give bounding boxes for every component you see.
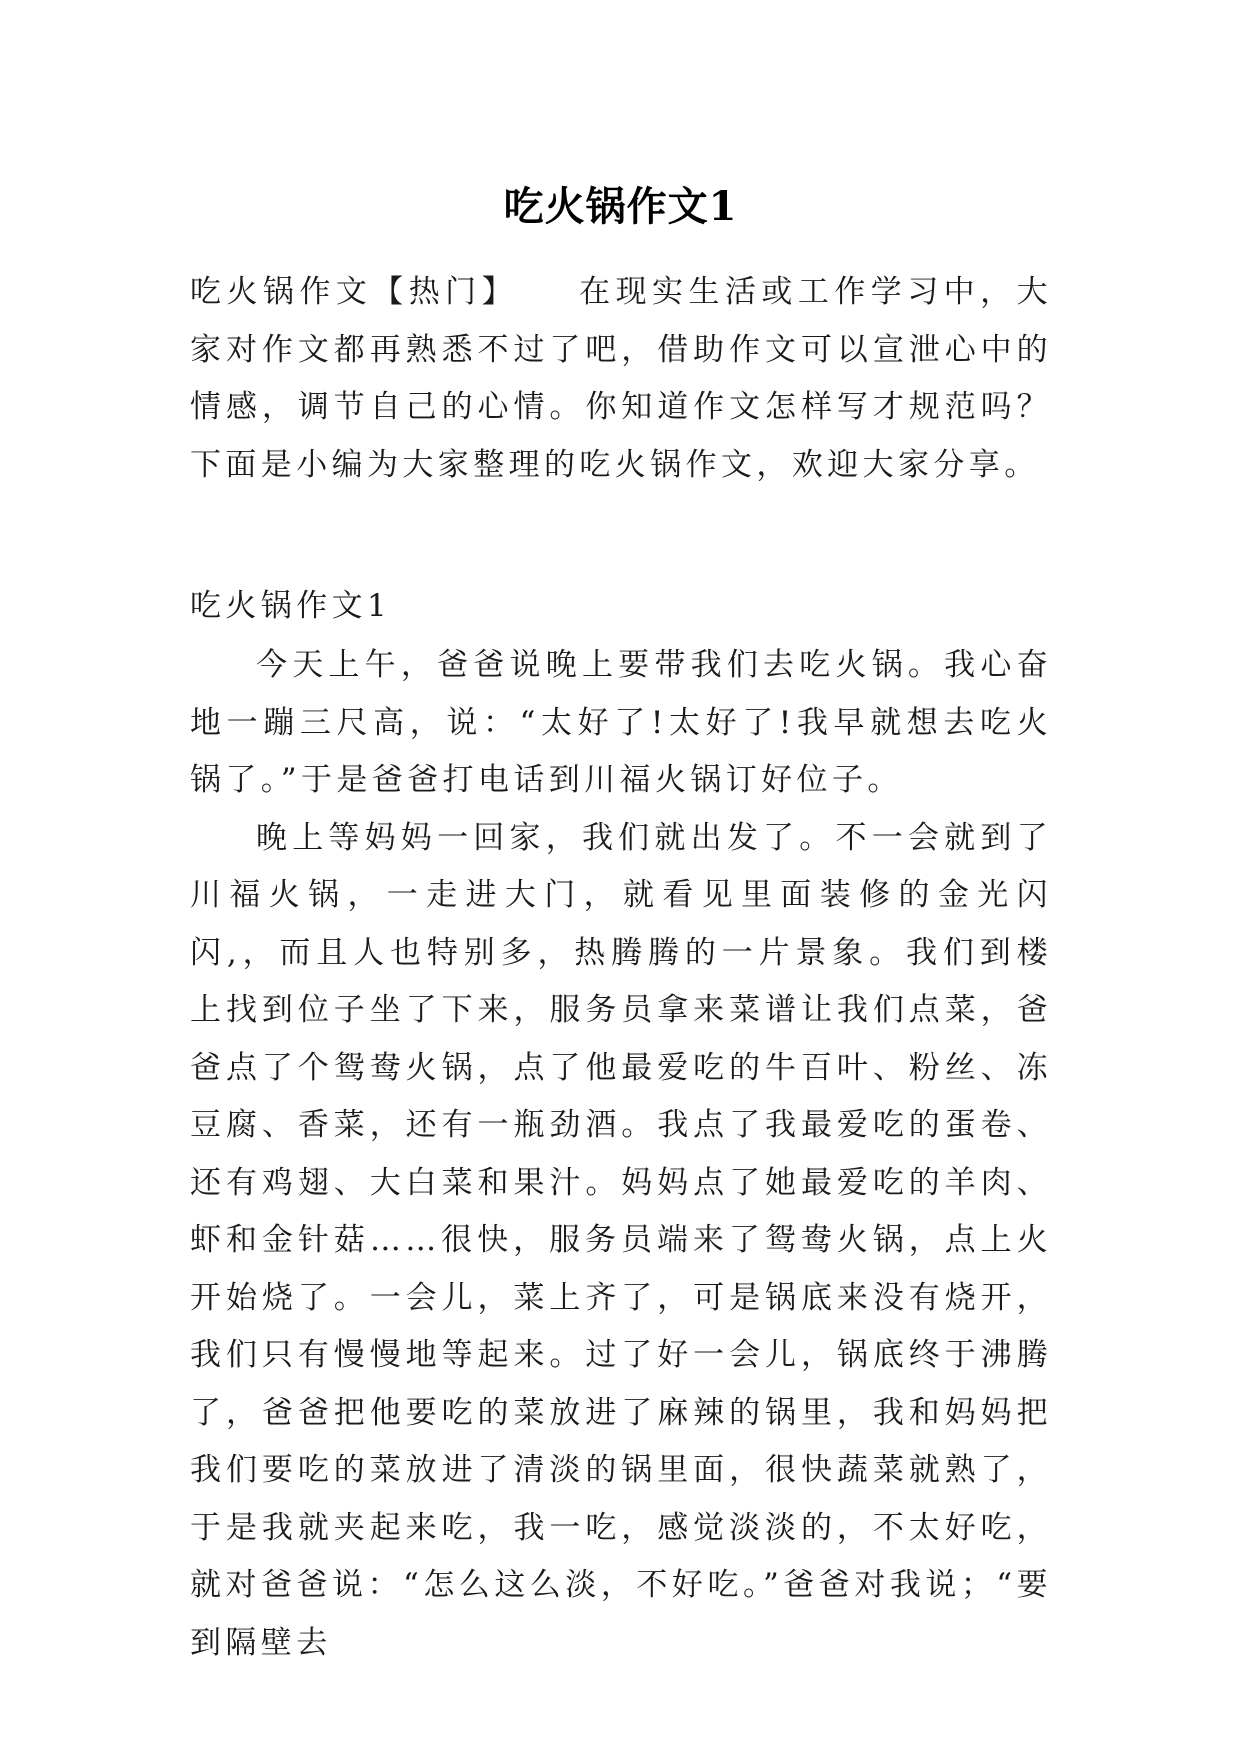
section-heading: 吃火锅作文1: [190, 588, 392, 624]
essay-body: [190, 637, 1052, 1672]
intro-text: 在现实生活或工作学习中，大家对作文都再熟悉不过了吧，借助作文可以宣泄心中的情感，调节自己的心情。你知道作文怎样写才规范吗？下面是小编为大家整理的吃火锅作文，欢迎大家分享。: [190, 274, 1052, 483]
essay-paragraph: 今天上午，爸爸说晚上要带我们去吃火锅。我心奋地一蹦三尺高，说：“太好了!太好了!我早就想去吃火锅了。”于是爸爸打电话到川福火锅订好位子。: [190, 647, 1052, 798]
document-title: 吃火锅作文1: [503, 182, 738, 230]
essay-paragraph: 晚上等妈妈一回家，我们就出发了。不一会就到了川福火锅，一走进大门，就看见里面装修的金光闪闪,，而且人也特别多，热腾腾的一片景象。我们到楼上找到位子坐了下来，服务员拿来菜谱让我们点菜，爸爸点了个鸳鸯火锅，点了他最爱吃的牛百叶、粉丝、冻豆腐、香菜，还有一瓶劲酒。我点了我最爱吃的蛋卷、还有鸡翅、大白菜和果汁。妈妈点了她最爱吃的羊肉、虾和金针菇……很快，服务员端来了鸳鸯火锅，点上火开始烧了。一会儿，菜上齐了，可是锅底来没有烧开，我们只有慢慢地等起来。过了好一会儿，锅底终于沸腾了，爸爸把他要吃的菜放进了麻辣的锅里，我和妈妈把我们要吃的菜放进了清淡的锅里面，很快蔬菜就熟了，于是我就夹起来吃，我一吃，感觉淡淡的，不太好吃，就对爸爸说：“怎么这么淡，不好吃。”爸爸对我说；“要到隔壁去: [190, 819, 1052, 1661]
intro-tag: 吃火锅作文【热门】: [190, 274, 519, 310]
intro-paragraph: [190, 264, 1052, 494]
